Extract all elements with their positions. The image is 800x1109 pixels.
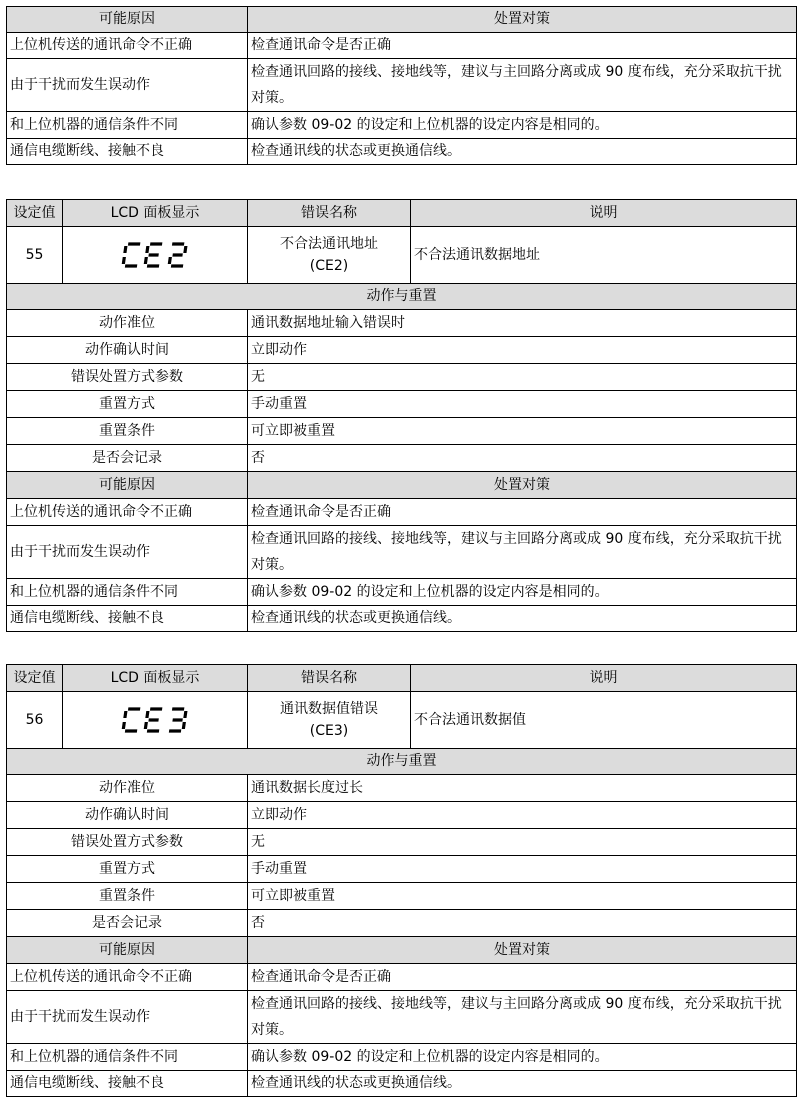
row-label: 是否会记录 — [7, 445, 248, 472]
cause-cell: 由于干扰而发生误动作 — [7, 526, 248, 579]
error-name-cell — [248, 692, 411, 749]
row-value: 手动重置 — [248, 391, 797, 418]
row-label: 错误处置方式参数 — [7, 829, 248, 856]
error-name: 不合法通讯地址 — [280, 236, 378, 252]
row-label: 重置条件 — [7, 883, 248, 910]
measure-cell: 确认参数 09-02 的设定和上位机器的设定内容是相同的。 — [248, 112, 797, 139]
measure-cell: 确认参数 09-02 的设定和上位机器的设定内容是相同的。 — [248, 1044, 797, 1071]
lcd-ce3-icon — [119, 703, 191, 737]
row-value: 无 — [248, 829, 797, 856]
description-cell: 不合法通讯数据值 — [411, 692, 797, 749]
cause-cell: 和上位机器的通信条件不同 — [7, 1044, 248, 1071]
cause-cell: 上位机传送的通讯命令不正确 — [7, 964, 248, 991]
description-cell: 不合法通讯数据地址 — [411, 227, 797, 284]
row-value: 无 — [248, 364, 797, 391]
measure-header: 处置对策 — [248, 7, 797, 33]
row-label: 动作确认时间 — [7, 337, 248, 364]
error-name-header: 错误名称 — [248, 665, 411, 692]
cause-header: 可能原因 — [7, 7, 248, 33]
row-label: 重置方式 — [7, 856, 248, 883]
lcd-header: LCD 面板显示 — [63, 665, 248, 692]
set-value-header: 设定值 — [7, 200, 63, 227]
measure-cell: 检查通讯命令是否正确 — [248, 33, 797, 59]
error-code: (CE3) — [309, 723, 349, 739]
measure-cell: 检查通讯回路的接线、接地线等，建议与主回路分离或成 90 度布线，充分采取抗干扰对策。 — [248, 526, 797, 579]
action-reset-header: 动作与重置 — [7, 284, 797, 310]
cause-cell: 和上位机器的通信条件不同 — [7, 579, 248, 606]
cause-cell: 上位机传送的通讯命令不正确 — [7, 33, 248, 59]
row-value: 通讯数据地址输入错误时 — [248, 310, 797, 337]
measure-cell: 检查通讯线的状态或更换通信线。 — [248, 139, 797, 165]
set-value-header: 设定值 — [7, 665, 63, 692]
description-header: 说明 — [411, 200, 797, 227]
row-value: 立即动作 — [248, 337, 797, 364]
set-value-cell: 55 — [7, 227, 63, 284]
cause-table-prev — [6, 6, 797, 165]
row-label: 重置方式 — [7, 391, 248, 418]
cause-header: 可能原因 — [7, 472, 248, 499]
measure-cell: 检查通讯线的状态或更换通信线。 — [248, 1071, 797, 1097]
cause-cell: 通信电缆断线、接触不良 — [7, 606, 248, 632]
cause-cell: 由于干扰而发生误动作 — [7, 59, 248, 112]
row-label: 重置条件 — [7, 418, 248, 445]
row-label: 错误处置方式参数 — [7, 364, 248, 391]
action-reset-header: 动作与重置 — [7, 749, 797, 775]
measure-cell: 确认参数 09-02 的设定和上位机器的设定内容是相同的。 — [248, 579, 797, 606]
lcd-display-cell — [63, 227, 248, 284]
row-value: 否 — [248, 445, 797, 472]
row-value: 立即动作 — [248, 802, 797, 829]
row-label: 动作准位 — [7, 775, 248, 802]
error-name-cell — [248, 227, 411, 284]
measure-cell: 检查通讯回路的接线、接地线等，建议与主回路分离或成 90 度布线，充分采取抗干扰对策。 — [248, 991, 797, 1044]
lcd-ce2-icon — [119, 238, 191, 272]
measure-header: 处置对策 — [248, 937, 797, 964]
measure-cell: 检查通讯回路的接线、接地线等，建议与主回路分离或成 90 度布线，充分采取抗干扰对策。 — [248, 59, 797, 112]
cause-header: 可能原因 — [7, 937, 248, 964]
row-label: 动作确认时间 — [7, 802, 248, 829]
lcd-display-cell — [63, 692, 248, 749]
row-value: 手动重置 — [248, 856, 797, 883]
row-value: 可立即被重置 — [248, 418, 797, 445]
error-table-ce3 — [6, 664, 797, 1097]
measure-cell: 检查通讯线的状态或更换通信线。 — [248, 606, 797, 632]
cause-cell: 和上位机器的通信条件不同 — [7, 112, 248, 139]
description-header: 说明 — [411, 665, 797, 692]
lcd-header: LCD 面板显示 — [63, 200, 248, 227]
row-value: 可立即被重置 — [248, 883, 797, 910]
row-value: 通讯数据长度过长 — [248, 775, 797, 802]
error-code: (CE2) — [309, 258, 349, 274]
measure-header: 处置对策 — [248, 472, 797, 499]
cause-cell: 上位机传送的通讯命令不正确 — [7, 499, 248, 526]
row-label: 是否会记录 — [7, 910, 248, 937]
row-label: 动作准位 — [7, 310, 248, 337]
error-table-ce2 — [6, 199, 797, 632]
measure-cell: 检查通讯命令是否正确 — [248, 964, 797, 991]
error-name: 通讯数据值错误 — [280, 701, 378, 717]
row-value: 否 — [248, 910, 797, 937]
error-name-header: 错误名称 — [248, 200, 411, 227]
measure-cell: 检查通讯命令是否正确 — [248, 499, 797, 526]
cause-cell: 由于干扰而发生误动作 — [7, 991, 248, 1044]
cause-cell: 通信电缆断线、接触不良 — [7, 1071, 248, 1097]
cause-cell: 通信电缆断线、接触不良 — [7, 139, 248, 165]
set-value-cell: 56 — [7, 692, 63, 749]
